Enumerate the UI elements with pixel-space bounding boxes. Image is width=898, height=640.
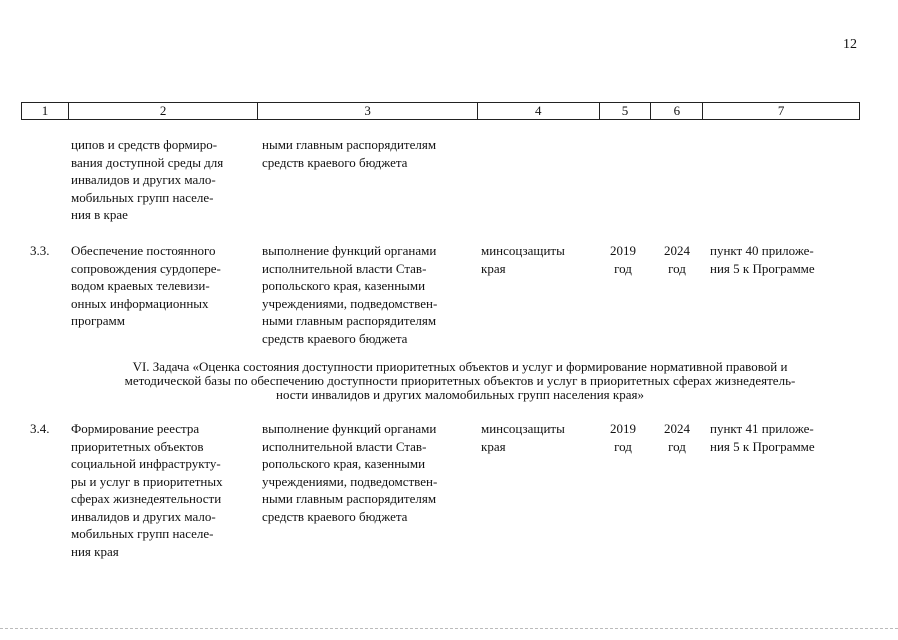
text-line: ния 5 к Программе bbox=[710, 438, 815, 454]
text-line: методической базы по обеспечению доступности приоритетных объектов и услуг в приоритетных сферах жизнедеятель- bbox=[124, 373, 796, 388]
header-col-7: 7 bbox=[777, 103, 785, 118]
text-line: ния края bbox=[71, 543, 119, 559]
text-line: средств краевого бюджета bbox=[262, 154, 408, 170]
row-3-3-end-year bbox=[652, 242, 702, 277]
text-line: выполнение функций органами bbox=[262, 421, 437, 436]
text-line: мобильных групп населе- bbox=[71, 189, 214, 205]
text-line: онных информационных bbox=[71, 295, 209, 311]
text-line: 2019 bbox=[610, 243, 636, 258]
text-line: пункт 40 приложе- bbox=[710, 243, 814, 258]
text-line: Формирование реестра bbox=[71, 421, 200, 436]
scan-edge-divider bbox=[0, 628, 898, 629]
header-col-1: 1 bbox=[22, 103, 69, 119]
text-line: края bbox=[481, 438, 506, 454]
row-3-4-description bbox=[71, 420, 251, 560]
text-line: 2024 bbox=[664, 243, 690, 258]
text-line: программ bbox=[71, 313, 126, 328]
text-line: ными главным распорядителям bbox=[262, 491, 437, 506]
text-line: вания доступной среды для bbox=[71, 154, 224, 170]
text-line: средств краевого бюджета bbox=[262, 330, 408, 346]
text-line: ности инвалидов и других маломобильных групп населения края» bbox=[276, 387, 644, 402]
text-line: края bbox=[481, 260, 506, 276]
text-line: водом краевых телевизи- bbox=[71, 278, 210, 293]
row-3-3-reference bbox=[710, 242, 855, 277]
row-3-4-executor bbox=[481, 420, 591, 455]
text-line: 2024 bbox=[664, 421, 690, 436]
text-line: сопровождения сурдопере- bbox=[71, 260, 221, 276]
text-line: инвалидов и других мало- bbox=[71, 172, 216, 187]
text-line: год bbox=[668, 438, 686, 454]
text-line: пункт 41 приложе- bbox=[710, 421, 814, 436]
row-3-4-reference bbox=[710, 420, 855, 455]
header-col-2: 2 bbox=[69, 103, 259, 119]
row-number-3-3: 3.3. bbox=[30, 243, 50, 258]
text-line: сферах жизнедеятельности bbox=[71, 491, 222, 506]
text-line: 2019 bbox=[610, 421, 636, 436]
text-line: ния в крае bbox=[71, 207, 128, 222]
row-3-3-start-year bbox=[598, 242, 648, 277]
text-line: ципов и средств формиро- bbox=[71, 137, 218, 152]
row-number-3-4: 3.4. bbox=[30, 421, 50, 436]
text-line: средств краевого бюджета bbox=[262, 508, 408, 524]
page-number: 12 bbox=[843, 37, 857, 52]
row-3-3-executor bbox=[481, 242, 591, 277]
text-line: ропольского края, казенными bbox=[262, 456, 426, 471]
header-col-3: 3 bbox=[258, 103, 477, 119]
row-3-4-end-year bbox=[652, 420, 702, 455]
text-line: учреждениями, подведомствен- bbox=[262, 295, 438, 311]
text-line: ния 5 к Программе bbox=[710, 260, 815, 276]
text-line: ными главным распорядителям bbox=[262, 137, 437, 152]
text-line: год bbox=[668, 260, 686, 276]
row-3-4-mechanism bbox=[262, 420, 472, 525]
continuation-mechanism bbox=[262, 136, 472, 171]
text-line: исполнительной власти Став- bbox=[262, 260, 427, 276]
text-line: мобильных групп населе- bbox=[71, 526, 214, 541]
row-3-4-start-year bbox=[598, 420, 648, 455]
text-line: Обеспечение постоянного bbox=[71, 243, 216, 258]
table-header-row bbox=[21, 102, 860, 120]
row-3-3-description bbox=[71, 242, 251, 330]
row-3-3-mechanism bbox=[262, 242, 472, 347]
text-line: VI. Задача «Оценка состояния доступности приоритетных объектов и услуг и формирование нормативной правовой и bbox=[132, 359, 788, 374]
header-col-6: 6 bbox=[651, 103, 703, 119]
text-line: минсоцзащиты bbox=[481, 421, 565, 436]
text-line: учреждениями, подведомствен- bbox=[262, 473, 438, 489]
text-line: социальной инфраструкту- bbox=[71, 456, 221, 471]
text-line: инвалидов и других мало- bbox=[71, 508, 216, 524]
text-line: приоритетных объектов bbox=[71, 438, 204, 454]
text-line: ными главным распорядителям bbox=[262, 313, 437, 328]
text-line: ропольского края, казенными bbox=[262, 278, 426, 293]
header-col-5: 5 bbox=[600, 103, 652, 119]
text-line: исполнительной власти Став- bbox=[262, 438, 427, 454]
text-line: год bbox=[614, 260, 632, 276]
header-col-4: 4 bbox=[478, 103, 600, 119]
section-title bbox=[60, 360, 860, 402]
text-line: выполнение функций органами bbox=[262, 243, 437, 258]
text-line: минсоцзащиты bbox=[481, 243, 565, 258]
continuation-description bbox=[71, 136, 251, 224]
text-line: ры и услуг в приоритетных bbox=[71, 473, 223, 489]
text-line: год bbox=[614, 438, 632, 454]
